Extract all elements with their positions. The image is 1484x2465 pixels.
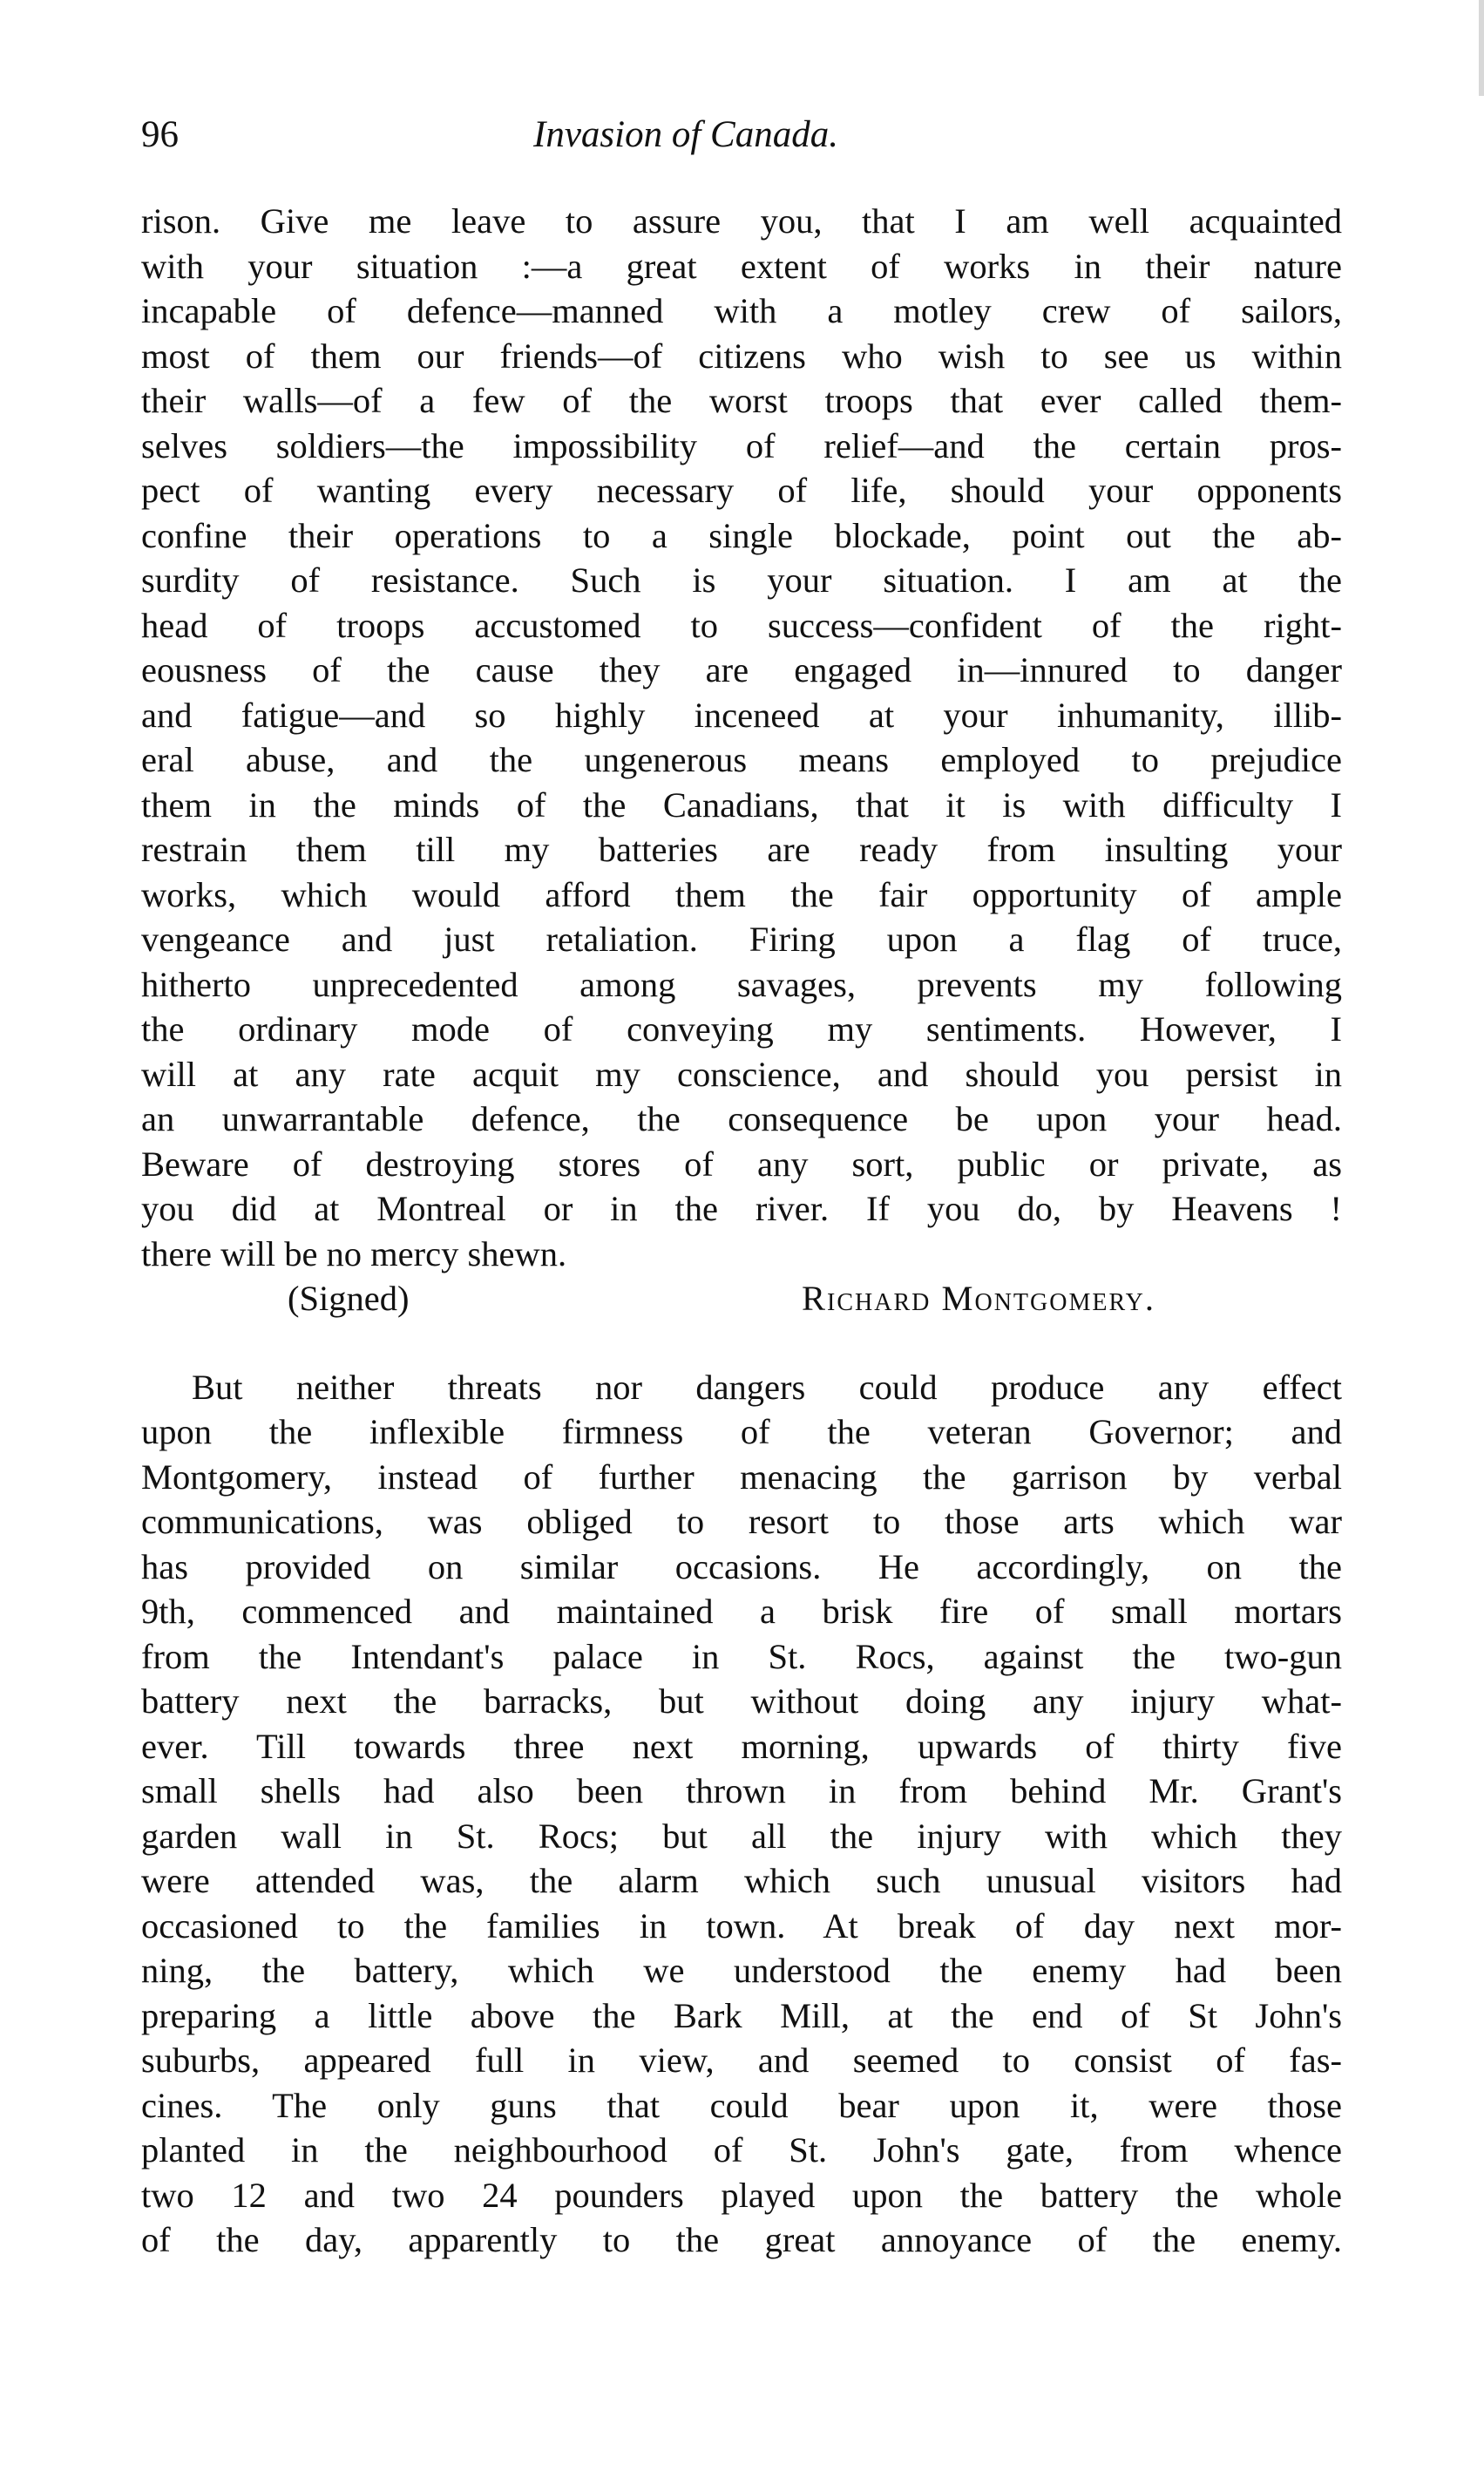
text-line: confine their operations to a single blockade, point out the ab- xyxy=(141,515,1342,555)
text-line: with your situation :—a great extent of works in their nature xyxy=(141,246,1342,286)
narrative-paragraph xyxy=(141,1365,1342,2263)
page-number: 96 xyxy=(141,114,179,155)
text-line: Montgomery, instead of further menacing the garrison by verbal xyxy=(141,1457,1342,1497)
text-line: hitherto unprecedented among savages, prevents my following xyxy=(141,964,1342,1004)
text-line: an unwarrantable defence, the consequence be upon your head. xyxy=(141,1099,1342,1138)
text-line: the ordinary mode of conveying my sentiments. However, I xyxy=(141,1009,1342,1049)
text-line: planted in the neighbourhood of St. John's gate, from whence xyxy=(141,2130,1342,2170)
text-line: ever. Till towards three next morning, upwards of thirty five xyxy=(141,1726,1342,1766)
text-line: selves soldiers—the impossibility of relief—and the certain pros- xyxy=(141,425,1342,465)
text-line: ning, the battery, which we understood the enemy had been xyxy=(141,1951,1342,1990)
text-line: their walls—of a few of the worst troops that ever called them- xyxy=(141,381,1342,420)
text-line: were attended was, the alarm which such unusual visitors had xyxy=(141,1861,1342,1900)
text-line: cines. The only guns that could bear upon it, were those xyxy=(141,2085,1342,2125)
text-line: eousness of the cause they are engaged in—innured to danger xyxy=(141,650,1342,689)
text-line: pect of wanting every necessary of life, should your opponents xyxy=(141,471,1342,510)
text-line: preparing a little above the Bark Mill, at the end of St John's xyxy=(141,1995,1342,2035)
text-line: restrain them till my batteries are ready from insulting your xyxy=(141,830,1342,869)
text-line: Beware of destroying stores of any sort, public or private, as xyxy=(141,1144,1342,1184)
text-line: you did at Montreal or in the river. If you do, by Heavens ! xyxy=(141,1189,1342,1228)
text-line: suburbs, appeared full in view, and seemed to consist of fas- xyxy=(141,2041,1342,2080)
page-edge-shadow xyxy=(1479,0,1484,96)
text-line: most of them our friends—of citizens who wish to see us within xyxy=(141,336,1342,376)
signed-label: (Signed) xyxy=(288,1279,410,1318)
text-line: works, which would afford them the fair opportunity of ample xyxy=(141,874,1342,914)
text-line: upon the inflexible firmness of the veteran Governor; and xyxy=(141,1412,1342,1451)
text-line: incapable of defence—manned with a motley crew of sailors, xyxy=(141,291,1342,330)
signature-name: Richard Montgomery. xyxy=(802,1279,1155,1318)
text-line: garden wall in St. Rocs; but all the injury with which they xyxy=(141,1816,1342,1856)
text-line: vengeance and just retaliation. Firing upon a flag of truce, xyxy=(141,920,1342,959)
text-line: them in the minds of the Canadians, that it is with difficulty I xyxy=(141,784,1342,825)
text-line: eral abuse, and the ungenerous means employed to prejudice xyxy=(141,740,1342,779)
text-line: of the day, apparently to the great annoyance of the enemy. xyxy=(141,2220,1342,2259)
text-line: battery next the barracks, but without doing any injury what- xyxy=(141,1681,1342,1721)
text-line: head of troops accustomed to success—confident of the right- xyxy=(141,605,1342,645)
letter-text xyxy=(141,199,1342,1321)
text-line: there will be no mercy shewn. xyxy=(141,1233,567,1273)
text-line: two 12 and two 24 pounders played upon the battery the whole xyxy=(141,2175,1342,2215)
paragraph-gap xyxy=(141,1321,1342,1365)
running-title: Invasion of Canada. xyxy=(533,114,838,155)
text-line: But neither threats nor dangers could produce any effect xyxy=(192,1367,1342,1407)
text-line: communications, was obliged to resort to those arts which war xyxy=(141,1502,1342,1541)
text-line: 9th, commenced and maintained a brisk fire of small mortars xyxy=(141,1592,1342,1631)
page-header xyxy=(141,113,1344,166)
text-line: will at any rate acquit my conscience, and should you persist in xyxy=(141,1054,1342,1094)
text-line: surdity of resistance. Such is your situation. I am at the xyxy=(141,560,1342,600)
text-line: occasioned to the families in town. At break of day next mor- xyxy=(141,1905,1342,1946)
signature-block xyxy=(141,1276,1342,1321)
text-line: rison. Give me leave to assure you, that I am well acquainted xyxy=(141,201,1342,241)
text-line: from the Intendant's palace in St. Rocs, against the two-gun xyxy=(141,1636,1342,1676)
text-line: small shells had also been thrown in from behind Mr. Grant's xyxy=(141,1771,1342,1810)
page-body xyxy=(141,199,1342,2263)
text-line: has provided on similar occasions. He accordingly, on the xyxy=(141,1546,1342,1586)
text-line: and fatigue—and so highly inceneed at your inhumanity, illib- xyxy=(141,695,1342,735)
